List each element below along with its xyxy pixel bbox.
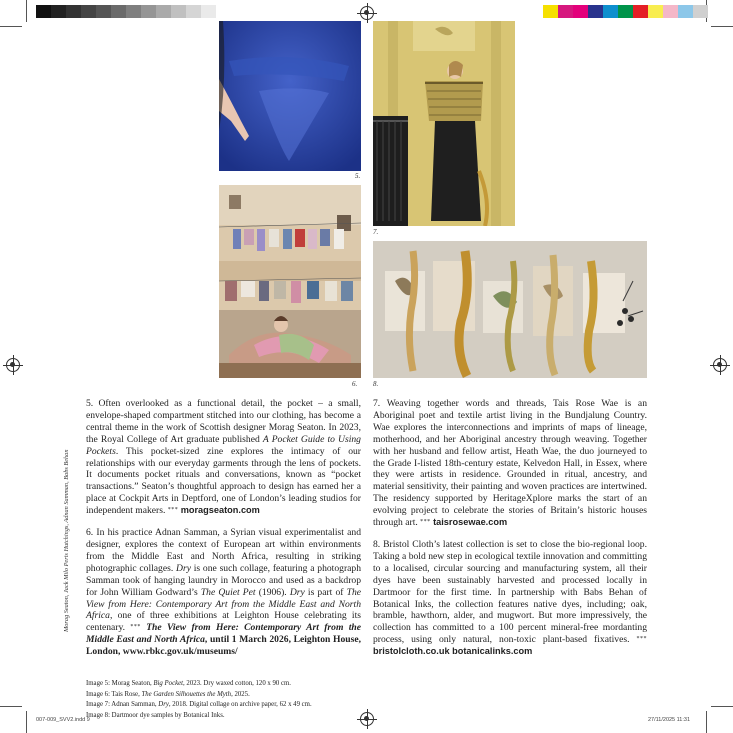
rbkc-link[interactable]: , until 1 March 2026, Leighton House, London, www.rbkc.gov.uk/museums/: [86, 634, 361, 658]
entry-5-paragraph: 5. Often overlooked as a functional detail, the pocket – a small, envelope-shaped compartment stitched into our clothing, has become a central theme in the work of Scottish designer Morag Seaton. In 2023, the Royal College of Art graduate published A Pocket Guide to Using Pockets. This pocket-sized zine explores the intimacy of our relationships with our everyday garments through the lens of pockets. It documents pocket rituals and conversations, known as “pocket transactions.” Seaton’s thoughtful approach to design has earned her a place at Cockpit Arts in Deptford, one of London’s leading studios for independent makers. *** moragseaton.com: [86, 398, 361, 517]
grey-swatch: [36, 5, 51, 18]
crop-mark: [0, 706, 22, 707]
footer-timestamp: 27/11/2025 11:31: [648, 717, 691, 723]
crop-mark: [711, 706, 733, 707]
color-swatch: [648, 5, 663, 18]
registration-mark-icon: [713, 358, 727, 372]
color-calibration-strip: [543, 5, 708, 18]
grey-swatch: [126, 5, 141, 18]
crop-mark: [711, 26, 733, 27]
left-text-column: [86, 398, 361, 668]
color-swatch: [663, 5, 678, 18]
color-swatch: [558, 5, 573, 18]
color-swatch: [633, 5, 648, 18]
vertical-photo-credit: Morag Seaton, Jack Milo Peris Hutchings, Adnan Samman, Babs Behan: [63, 449, 70, 632]
crop-mark: [706, 711, 707, 733]
image-8-number: 8.: [373, 380, 379, 388]
credit-image-5: Image 5: Morag Seaton, Big Pocket, 2023. Dry waxed cotton, 120 x 90 cm.: [86, 680, 292, 687]
entry-7-paragraph: 7. Weaving together words and threads, Tais Rose Wae is an Aboriginal poet and textile artist living in the Bundjalung Country. Wae explores the interconnections and imprints of maps of lineage, motherhood, and her Aboriginal ancestry through weaving. Together with her husband and fellow artist, Heath Wae, the duo journeyed to the Grade I-listed 18th-century estate, Kelvedon Hall, in Essex, where they were artists in residence. Grounded in ritual, ancestry, and material sensitivity, their painting and woven practices are intertwined. The residency supported by HeritageXplore marks the start of an evolving project to celebrate the stories of Britain’s historic houses through art. *** taisrosewae.com: [373, 398, 647, 529]
grey-swatch: [81, 5, 96, 18]
color-swatch: [618, 5, 633, 18]
image-5-number: 5.: [355, 172, 361, 180]
credit-image-8: Image 8: Dartmoor dye samples by Botanical Inks.: [86, 711, 225, 719]
right-text-column: [373, 398, 647, 668]
image-credits: [86, 679, 312, 721]
grey-calibration-strip: [36, 5, 216, 18]
grey-swatch: [51, 5, 66, 18]
image-5-blue-pocket: [219, 21, 361, 171]
crop-mark: [26, 0, 27, 22]
grey-swatch: [171, 5, 186, 18]
color-swatch: [678, 5, 693, 18]
registration-mark-icon: [6, 358, 20, 372]
color-swatch: [693, 5, 708, 18]
image-6-laundry-collage: [219, 185, 361, 378]
entry-6-paragraph: 6. In his practice Adnan Samman, a Syrian visual experimentalist and designer, explores the context of European art within environments from the Middle East and North Africa, resulting in striking photographic collages. Dry is one such collage, featuring a photograph Samman took of hanging laundry in Morocco and used as a backdrop for John William Godward’s The Quiet Pet (1906). Dry is part of The View from Here: Contemporary Art from the Middle East and North Africa, one of three exhibitions at Leighton House celebrating its centenary. *** The View from Here: Contemporary Art from the Middle East and North Africa, until 1 March 2026, Leighton House, London, www.rbkc.gov.uk/museums/: [86, 527, 361, 658]
crop-mark: [0, 26, 22, 27]
color-swatch: [588, 5, 603, 18]
color-swatch: [573, 5, 588, 18]
moragseaton-link[interactable]: moragseaton.com: [180, 505, 260, 516]
grey-swatch: [111, 5, 126, 18]
credit-image-7: Image 7: Adnan Samman, Dry, 2018. Digital collage on archive paper, 62 x 49 cm.: [86, 701, 312, 708]
grey-swatch: [201, 5, 216, 18]
image-8-dye-samples: [373, 241, 647, 378]
image-7-number: 7.: [373, 228, 379, 236]
grey-swatch: [66, 5, 81, 18]
color-swatch: [543, 5, 558, 18]
image-6-number: 6.: [352, 380, 358, 388]
grey-swatch: [141, 5, 156, 18]
entry-8-paragraph: 8. Bristol Cloth’s latest collection is set to close the bio-regional loop. Taking a bold new step in ecological textile innovation and committing to a localised, circular sourcing and manufacturing system, all their dyes have been sustainably harvested and processed locally in Dartmoor for the first time. In partnership with Babs Behan of Botanical Inks, the collection features native dyes, including; oak, bramble, hawthorn, alder, and mugwort. But more impressively, the collection has committed to a 100 percent mineral-free mordanting process, using only natural, non-toxic plant-based fixatives. *** bristolcloth.co.uk botanicalinks.com: [373, 538, 647, 657]
registration-mark-icon: [360, 6, 374, 20]
color-swatch: [603, 5, 618, 18]
taisrosewae-link[interactable]: taisrosewae.com: [433, 517, 508, 528]
credit-image-6: Image 6: Tais Rose, The Garden Silhouettes the Myth, 2025.: [86, 690, 250, 698]
grey-swatch: [156, 5, 171, 18]
grey-swatch: [186, 5, 201, 18]
bristolcloth-link[interactable]: bristolcloth.co.uk botanicalinks.com: [373, 646, 533, 657]
crop-mark: [26, 711, 27, 733]
grey-swatch: [96, 5, 111, 18]
image-7-weaver-portrait: [373, 21, 515, 226]
footer-file-slug: 007-009_SVV2.indd 9: [36, 717, 90, 723]
registration-mark-icon: [360, 712, 374, 726]
